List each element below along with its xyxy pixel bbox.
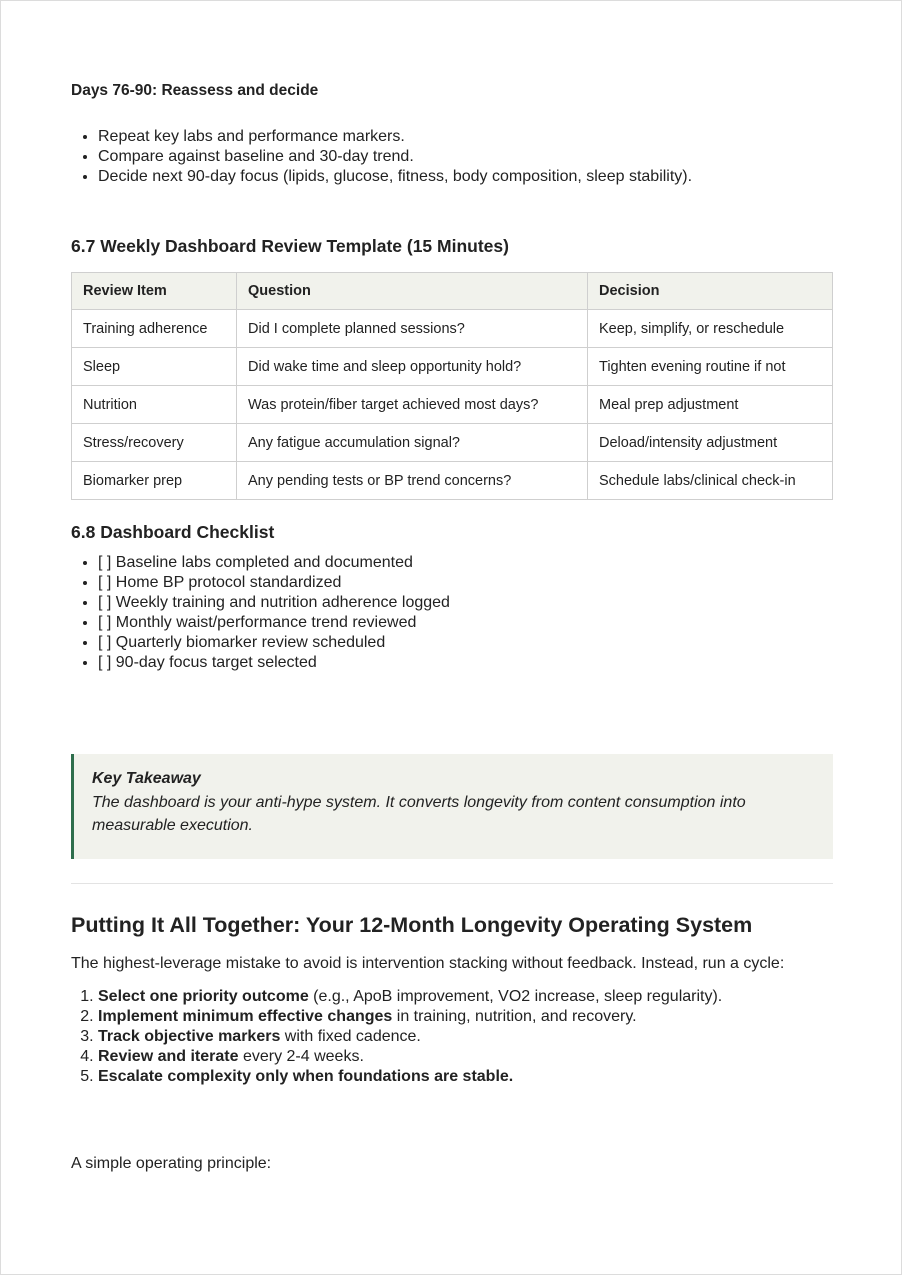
weekly-review-table	[71, 272, 833, 500]
table-row	[72, 386, 833, 424]
table-cell: Any pending tests or BP trend concerns?	[237, 462, 588, 500]
column-header: Decision	[588, 273, 833, 310]
step-emphasis: Escalate complexity only when foundations are stable.	[98, 1068, 514, 1085]
table-cell: Tighten evening routine if not	[588, 348, 833, 386]
table-cell: Training adherence	[72, 310, 237, 348]
table-cell: Sleep	[72, 348, 237, 386]
table-row	[72, 348, 833, 386]
table-cell: Nutrition	[72, 386, 237, 424]
takeaway-text: The dashboard is your anti-hype system. It converts longevity from content consumption into measurable execution.	[92, 793, 746, 834]
checklist-item: • [ ] 90-day focus target selected	[98, 653, 450, 673]
table-cell: Was protein/fiber target achieved most days?	[237, 386, 588, 424]
checklist-item: • [ ] Weekly training and nutrition adherence logged	[98, 593, 450, 613]
list-item: • Decide next 90-day focus (lipids, glucose, fitness, body composition, sleep stability).	[98, 167, 692, 187]
column-header: Review Item	[72, 273, 237, 310]
section-title: Putting It All Together: Your 12-Month Longevity Operating System	[71, 913, 753, 937]
table-cell: Keep, simplify, or reschedule	[588, 310, 833, 348]
table-row	[72, 462, 833, 500]
weekly-review-heading: 6.7 Weekly Dashboard Review Template (15 Minutes)	[71, 236, 509, 256]
table-header-row	[72, 273, 833, 310]
list-item	[98, 1067, 722, 1087]
checklist-item: • [ ] Monthly waist/performance trend reviewed	[98, 613, 450, 633]
step-text: every 2-4 weeks.	[238, 1048, 364, 1065]
section-divider	[71, 883, 833, 884]
list-item	[98, 1027, 722, 1047]
key-takeaway-callout	[71, 754, 833, 859]
intro-paragraph: The highest-leverage mistake to avoid is intervention stacking without feedback. Instead, run a cycle:	[71, 955, 785, 972]
table-cell: Biomarker prep	[72, 462, 237, 500]
dashboard-checklist	[71, 553, 450, 673]
checklist-item: • [ ] Baseline labs completed and documented	[98, 553, 450, 573]
table-cell: Any fatigue accumulation signal?	[237, 424, 588, 462]
list-item	[98, 1007, 722, 1027]
table-cell: Did wake time and sleep opportunity hold?	[237, 348, 588, 386]
list-item	[98, 1047, 722, 1067]
table-cell: Schedule labs/clinical check-in	[588, 462, 833, 500]
step-emphasis: Review and iterate	[98, 1048, 239, 1065]
cycle-steps-list	[71, 987, 722, 1087]
table-cell: Meal prep adjustment	[588, 386, 833, 424]
column-header: Question	[237, 273, 588, 310]
list-item: • Compare against baseline and 30-day trend.	[98, 147, 692, 167]
checklist-item: • [ ] Quarterly biomarker review scheduled	[98, 633, 450, 653]
table-cell: Did I complete planned sessions?	[237, 310, 588, 348]
step-emphasis: Implement minimum effective changes	[98, 1008, 393, 1025]
table-cell: Deload/intensity adjustment	[588, 424, 833, 462]
days-heading: Days 76-90: Reassess and decide	[71, 82, 319, 99]
table-row	[72, 310, 833, 348]
table-row	[72, 424, 833, 462]
step-text: with fixed cadence.	[280, 1028, 421, 1045]
days-list	[71, 127, 692, 187]
list-item	[98, 987, 722, 1007]
step-emphasis: Select one priority outcome	[98, 988, 309, 1005]
closing-paragraph: A simple operating principle:	[71, 1155, 272, 1172]
table-cell: Stress/recovery	[72, 424, 237, 462]
checklist-heading: 6.8 Dashboard Checklist	[71, 522, 275, 542]
step-emphasis: Track objective markers	[98, 1028, 281, 1045]
list-item: • Repeat key labs and performance markers.	[98, 127, 692, 147]
step-text: (e.g., ApoB improvement, VO2 increase, sleep regularity).	[308, 988, 723, 1005]
takeaway-title: Key Takeaway	[92, 770, 201, 787]
step-text: in training, nutrition, and recovery.	[392, 1008, 637, 1025]
checklist-item: • [ ] Home BP protocol standardized	[98, 573, 450, 593]
